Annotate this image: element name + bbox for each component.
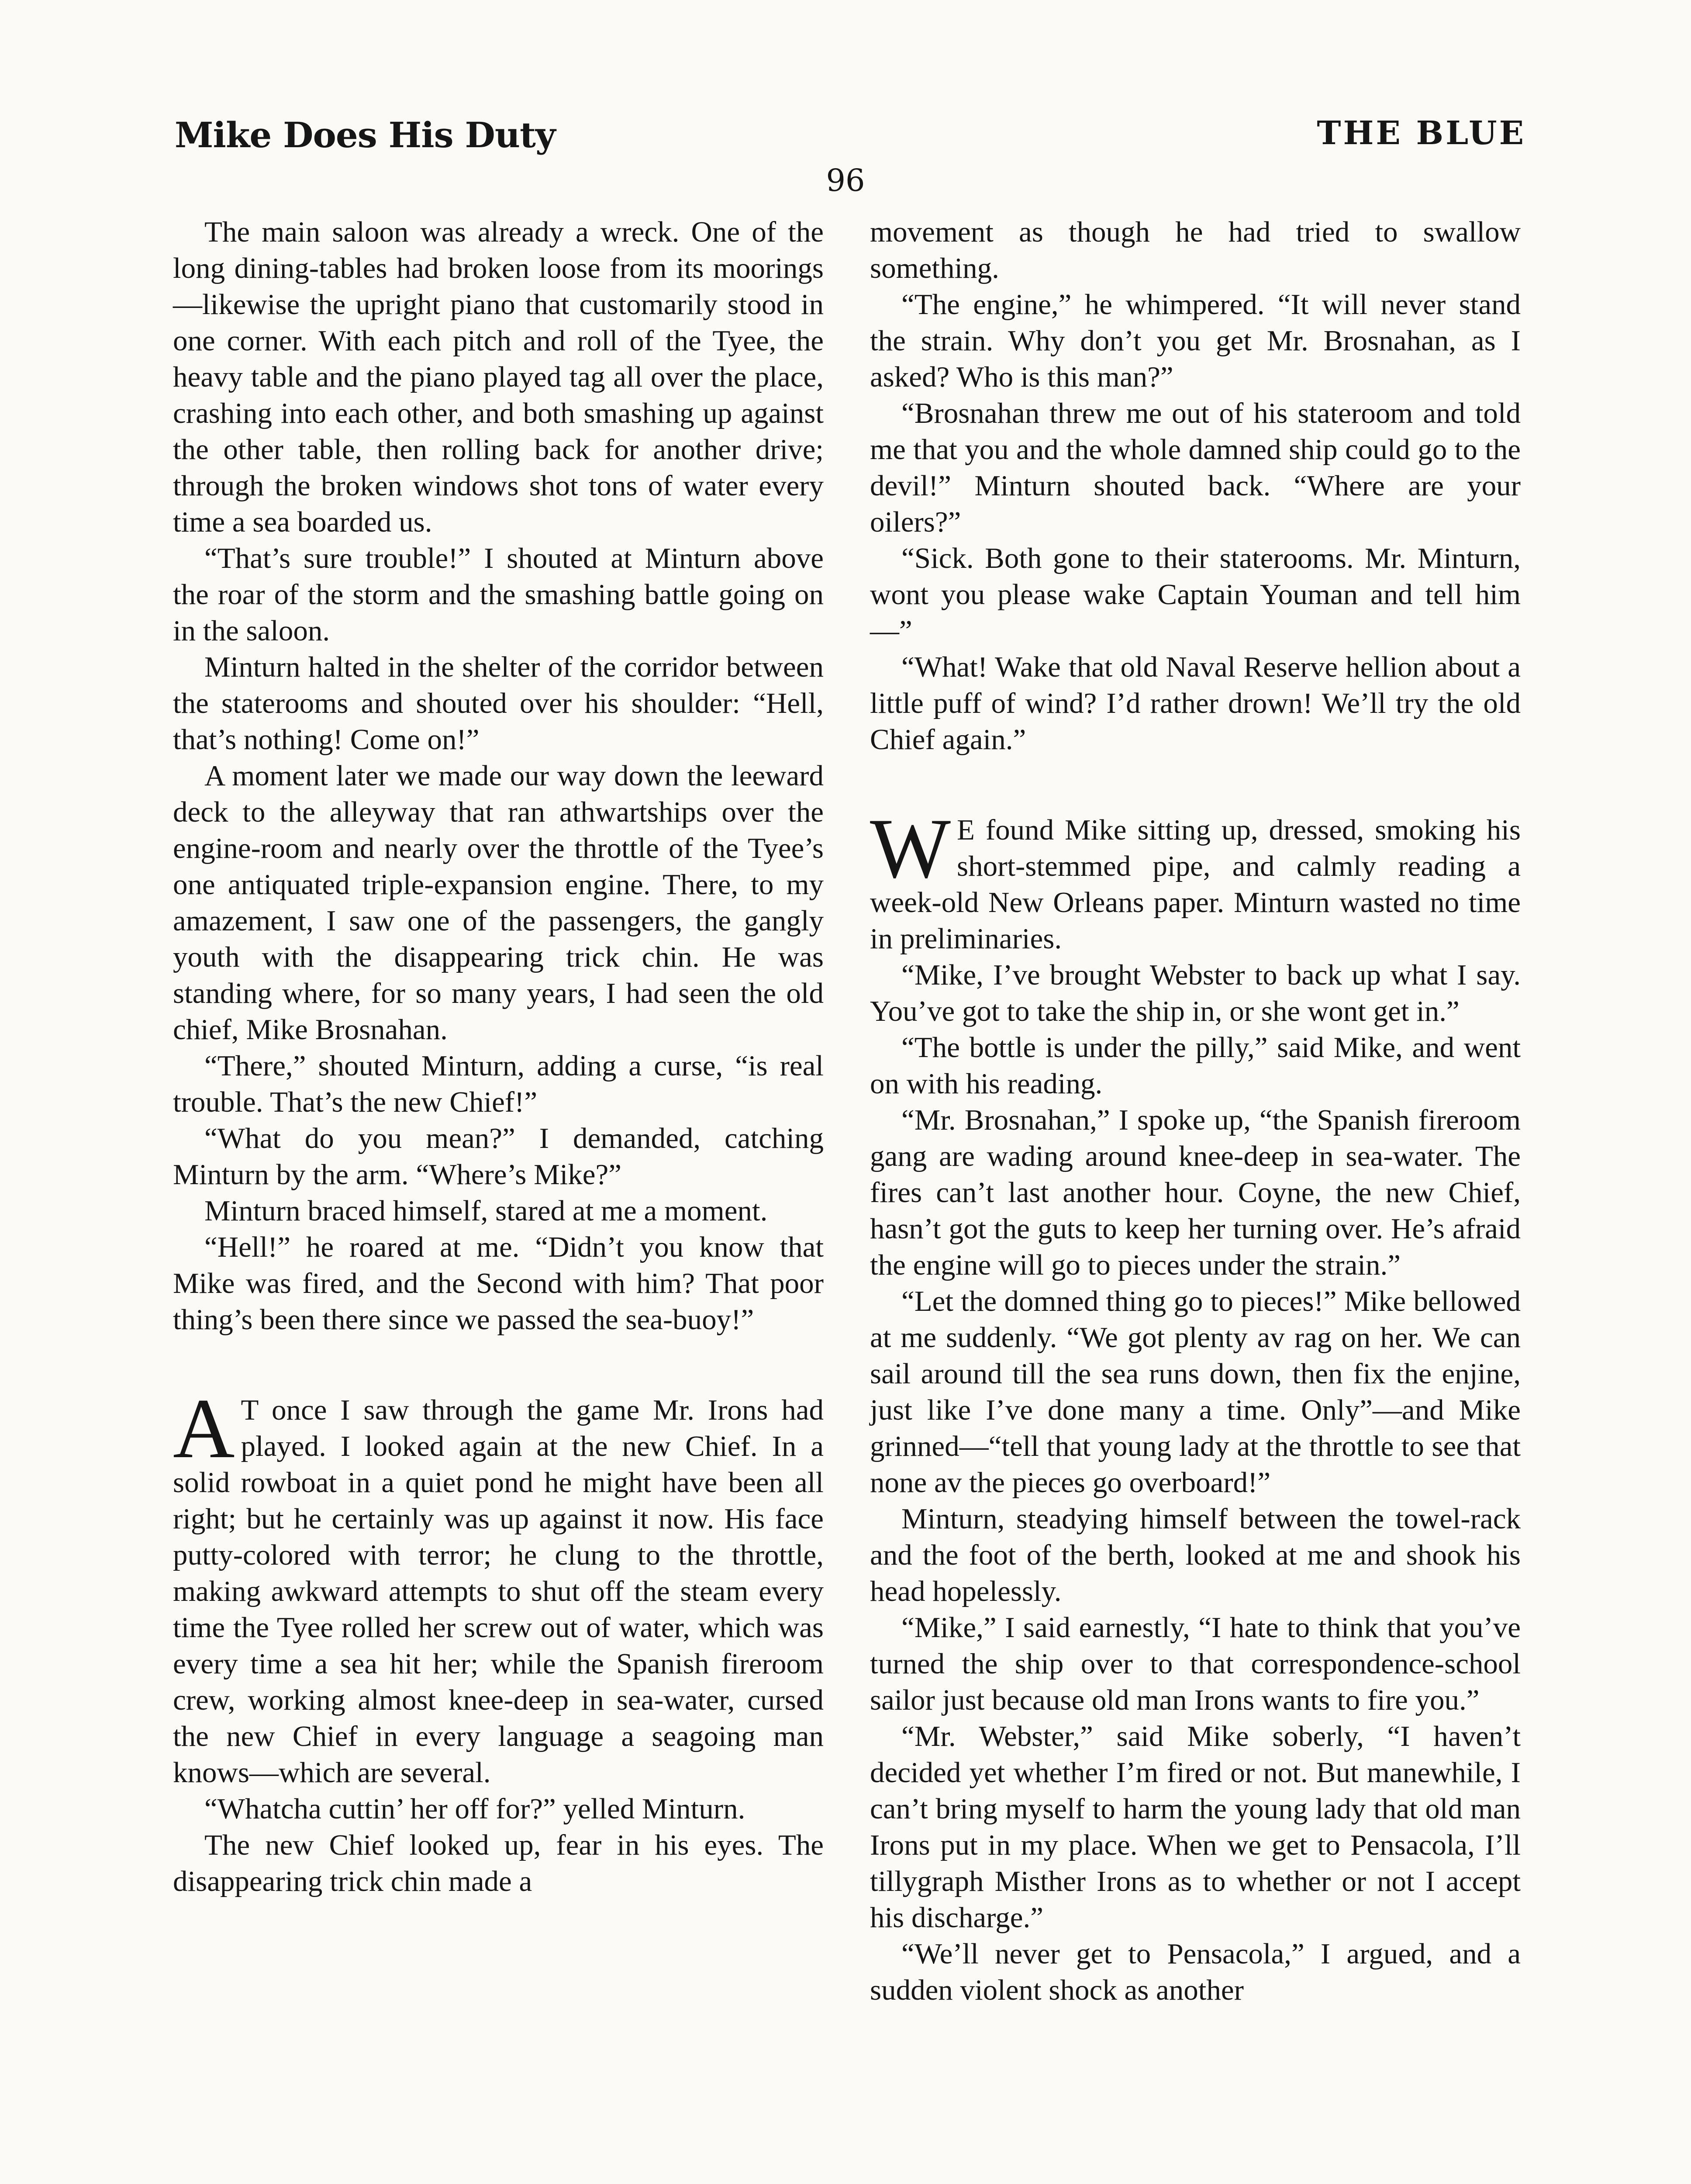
paragraph: “Whatcha cuttin’ her off for?” yelled Minturn. xyxy=(204,1793,745,1825)
paragraph: “What do you mean?” I demanded, catching Minturn by the arm. “Where’s Mike?” xyxy=(173,1122,824,1191)
paragraph: “Hell!” he roared at me. “Didn’t you know that Mike was fired, and the Second with him? That poor thing’s been there since we passed the sea-buoy!” xyxy=(173,1231,824,1336)
paragraph: “We’ll never get to Pensacola,” I argued, and a sudden violent shock as another xyxy=(870,1938,1521,2006)
paragraph-text: T once I saw through the game Mr. Irons had played. I looked again at the new Chief. In a solid rowboat in a quiet pond he might have been all right; but he certainly was up against it now. His face putty-colored with terror; he clung to the throttle, making awkward attempts to shut off the steam every time the Tyee rolled her screw out of water, which was every time a sea hit her; while the Spanish fireroom crew, working almost knee-deep in sea-water, cursed the new Chief in every language a seagoing man knows—which are several. xyxy=(173,1394,824,1789)
paragraph: The new Chief looked up, fear in his eyes. The disappearing trick chin made a xyxy=(173,1829,824,1897)
paragraph: Minturn halted in the shelter of the corridor between the staterooms and shouted over his shoulder: “Hell, that’s nothing! Come on!” xyxy=(173,651,824,756)
paragraph: “The bottle is under the pilly,” said Mike, and went on with his reading. xyxy=(870,1031,1521,1100)
paragraph: “Mike,” I said earnestly, “I hate to think that you’ve turned the ship over to that correspondence-school sailor just because old man Irons wants to fire you.” xyxy=(870,1611,1521,1716)
magazine-name: THE BLUE xyxy=(1317,114,1526,152)
drop-cap: W xyxy=(870,801,951,896)
page-number: 96 xyxy=(826,162,865,198)
paragraph: “Brosnahan threw me out of his stateroom and told me that you and the whole damned ship could go to the devil!” Minturn shouted back. “Where are your oilers?” xyxy=(870,397,1521,538)
paragraph: “That’s sure trouble!” I shouted at Minturn above the roar of the storm and the smashing battle going on in the saloon. xyxy=(173,542,824,647)
running-title: Mike Does His Duty xyxy=(175,114,556,156)
paragraph: “Mr. Brosnahan,” I spoke up, “the Spanish fireroom gang are wading around knee-deep in sea-water. The fires can’t last another hour. Coyne, the new Chief, hasn’t got the guts to keep her turning over. He’s afraid the engine will go to pieces under the strain.” xyxy=(870,1104,1521,1281)
continued-paragraph: movement as though he had tried to swallow something. xyxy=(870,216,1521,284)
section-opening-paragraph xyxy=(173,1381,824,1791)
paragraph: “Let the domned thing go to pieces!” Mike bellowed at me suddenly. “We got plenty av rag on her. We can sail around till the sea runs down, then fix the enjine, just like I’ve done many a time. Only”—and Mike grinned—“tell that young lady at the throttle to see that none av the pieces go overboard!” xyxy=(870,1285,1521,1499)
paragraph: “There,” shouted Minturn, adding a curse, “is real trouble. That’s the new Chief!” xyxy=(173,1050,824,1118)
paragraph: A moment later we made our way down the leeward deck to the alleyway that ran athwartships over the engine-room and nearly over the throttle of the Tyee’s one antiquated triple-expansion engine. There, to my amazement, I saw one of the passengers, the gangly youth with the disappearing trick chin. He was standing where, for so many years, I had seen the old chief, Mike Brosnahan. xyxy=(173,760,824,1046)
section-opening-paragraph xyxy=(870,801,1521,957)
paragraph: Minturn, steadying himself between the towel-rack and the foot of the berth, looked at me and shook his head hopelessly. xyxy=(870,1503,1521,1607)
left-column xyxy=(173,214,824,1900)
paragraph: The main saloon was already a wreck. One of the long dining-tables had broken loose from its moorings—likewise the upright piano that customarily stood in one corner. With each pitch and roll of the Tyee, the heavy table and the piano played tag all over the place, crashing into each other, and both smashing up against the other table, then rolling back for another drive; through the broken windows shot tons of water every time a sea boarded us. xyxy=(173,216,824,538)
right-column xyxy=(870,214,1521,2008)
paragraph: Minturn braced himself, stared at me a moment. xyxy=(204,1195,768,1227)
paragraph: “Sick. Both gone to their staterooms. Mr. Minturn, wont you please wake Captain Youman and tell him—” xyxy=(870,542,1521,647)
paragraph: “What! Wake that old Naval Reserve hellion about a little puff of wind? I’d rather drown! We’ll try the old Chief again.” xyxy=(870,651,1521,756)
paragraph: “Mike, I’ve brought Webster to back up what I say. You’ve got to take the ship in, or she wont get in.” xyxy=(870,959,1521,1027)
paragraph-text: E found Mike sitting up, dressed, smoking his short-stemmed pipe, and calmly reading a week-old New Orleans paper. Minturn wasted no time in preliminaries. xyxy=(870,814,1521,955)
drop-cap: A xyxy=(173,1381,235,1476)
paragraph: “Mr. Webster,” said Mike soberly, “I haven’t decided yet whether I’m fired or not. But manewhile, I can’t bring myself to harm the young lady that old man Irons put in my place. When we get to Pensacola, I’ll tillygraph Misther Irons as to whether or not I accept his discharge.” xyxy=(870,1720,1521,1934)
paragraph: “The engine,” he whimpered. “It will never stand the strain. Why don’t you get Mr. Brosnahan, as I asked? Who is this man?” xyxy=(870,288,1521,393)
